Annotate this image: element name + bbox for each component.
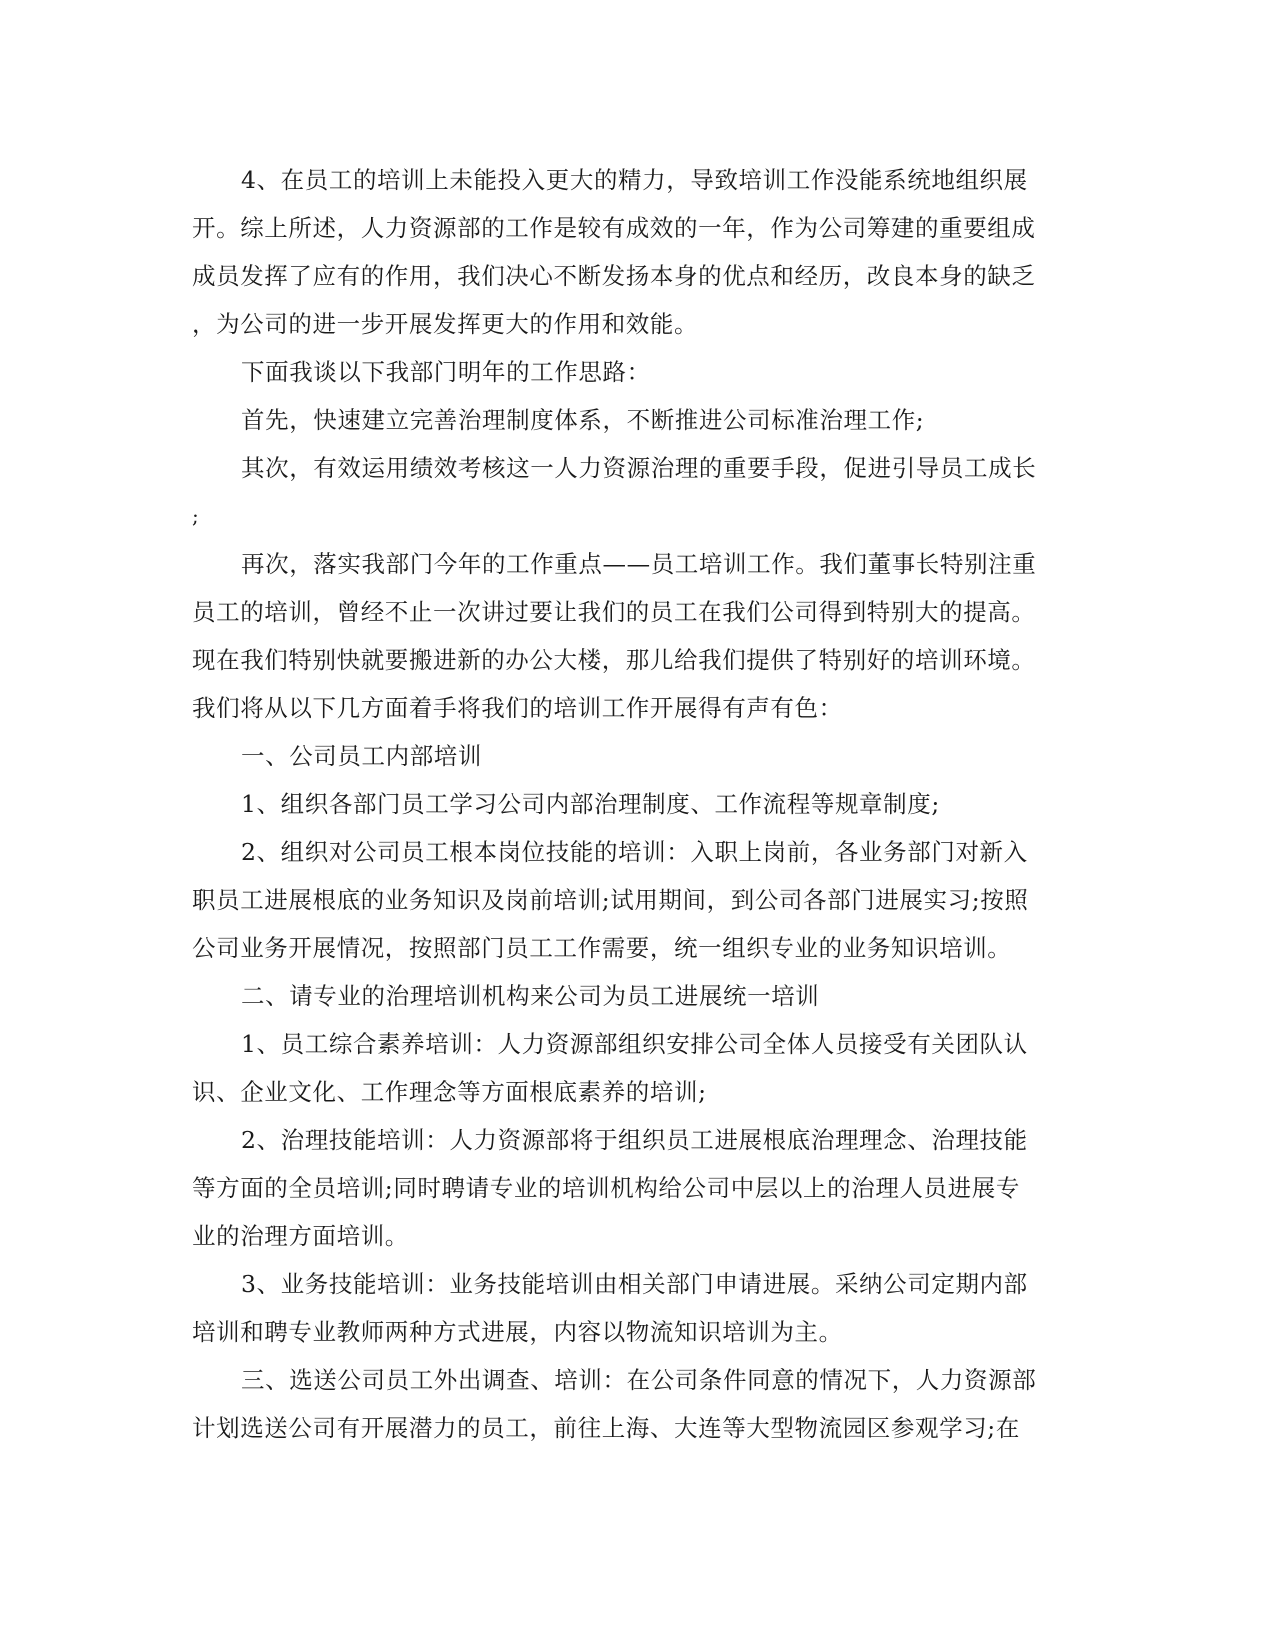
section-heading: 一、公司员工内部培训 — [241, 742, 482, 770]
paragraph-line: 2、组织对公司员工根本岗位技能的培训：入职上岗前，各业务部门对新入 — [241, 838, 1028, 866]
paragraph-line: 现在我们特别快就要搬进新的办公大楼，那儿给我们提供了特别好的培训环境。 — [192, 646, 1036, 674]
paragraph-line: 开。综上所述，人力资源部的工作是较有成效的一年，作为公司筹建的重要组成 — [192, 214, 1036, 242]
paragraph-line: 再次，落实我部门今年的工作重点——员工培训工作。我们董事长特别注重 — [241, 550, 1037, 578]
paragraph-line: 公司业务开展情况，按照部门员工工作需要，统一组织专业的业务知识培训。 — [192, 934, 1012, 962]
paragraph-line: 下面我谈以下我部门明年的工作思路： — [241, 358, 651, 386]
paragraph-line: 4、在员工的培训上未能投入更大的精力，导致培训工作没能系统地组织展 — [241, 166, 1028, 194]
section-heading: 三、选送公司员工外出调查、培训：在公司条件同意的情况下，人力资源部 — [241, 1366, 1037, 1394]
paragraph-line: 3、业务技能培训：业务技能培训由相关部门申请进展。采纳公司定期内部 — [241, 1270, 1028, 1298]
paragraph-line: 1、组织各部门员工学习公司内部治理制度、工作流程等规章制度; — [241, 790, 940, 818]
paragraph-line: 成员发挥了应有的作用，我们决心不断发扬本身的优点和经历，改良本身的缺乏 — [192, 262, 1036, 290]
paragraph-line: 我们将从以下几方面着手将我们的培训工作开展得有声有色： — [192, 694, 843, 722]
paragraph-line: 员工的培训，曾经不止一次讲过要让我们的员工在我们公司得到特别大的提高。 — [192, 598, 1036, 626]
paragraph-line: 职员工进展根底的业务知识及岗前培训;试用期间，到公司各部门进展实习;按照 — [192, 886, 1029, 914]
paragraph-line: 其次，有效运用绩效考核这一人力资源治理的重要手段，促进引导员工成长 — [241, 454, 1037, 482]
paragraph-line: 识、企业文化、工作理念等方面根底素养的培训; — [192, 1078, 707, 1106]
paragraph-line: 培训和聘专业教师两种方式进展，内容以物流知识培训为主。 — [192, 1318, 843, 1346]
document-body — [192, 156, 1052, 1452]
paragraph-line: 等方面的全员培训;同时聘请专业的培训机构给公司中层以上的治理人员进展专 — [192, 1174, 1020, 1202]
paragraph-line: ，为公司的进一步开展发挥更大的作用和效能。 — [192, 310, 699, 338]
section-heading: 二、请专业的治理培训机构来公司为员工进展统一培训 — [241, 982, 820, 1010]
paragraph-line: 计划选送公司有开展潜力的员工，前往上海、大连等大型物流园区参观学习;在 — [192, 1414, 1020, 1442]
paragraph-line: 业的治理方面培训。 — [192, 1222, 409, 1250]
paragraph-line: 首先，快速建立完善治理制度体系，不断推进公司标准治理工作; — [241, 406, 925, 434]
paragraph-line: 2、治理技能培训：人力资源部将于组织员工进展根底治理理念、治理技能 — [241, 1126, 1028, 1154]
paragraph-line: 1、员工综合素养培训：人力资源部组织安排公司全体人员接受有关团队认 — [241, 1030, 1028, 1058]
paragraph-line: ; — [192, 504, 200, 528]
